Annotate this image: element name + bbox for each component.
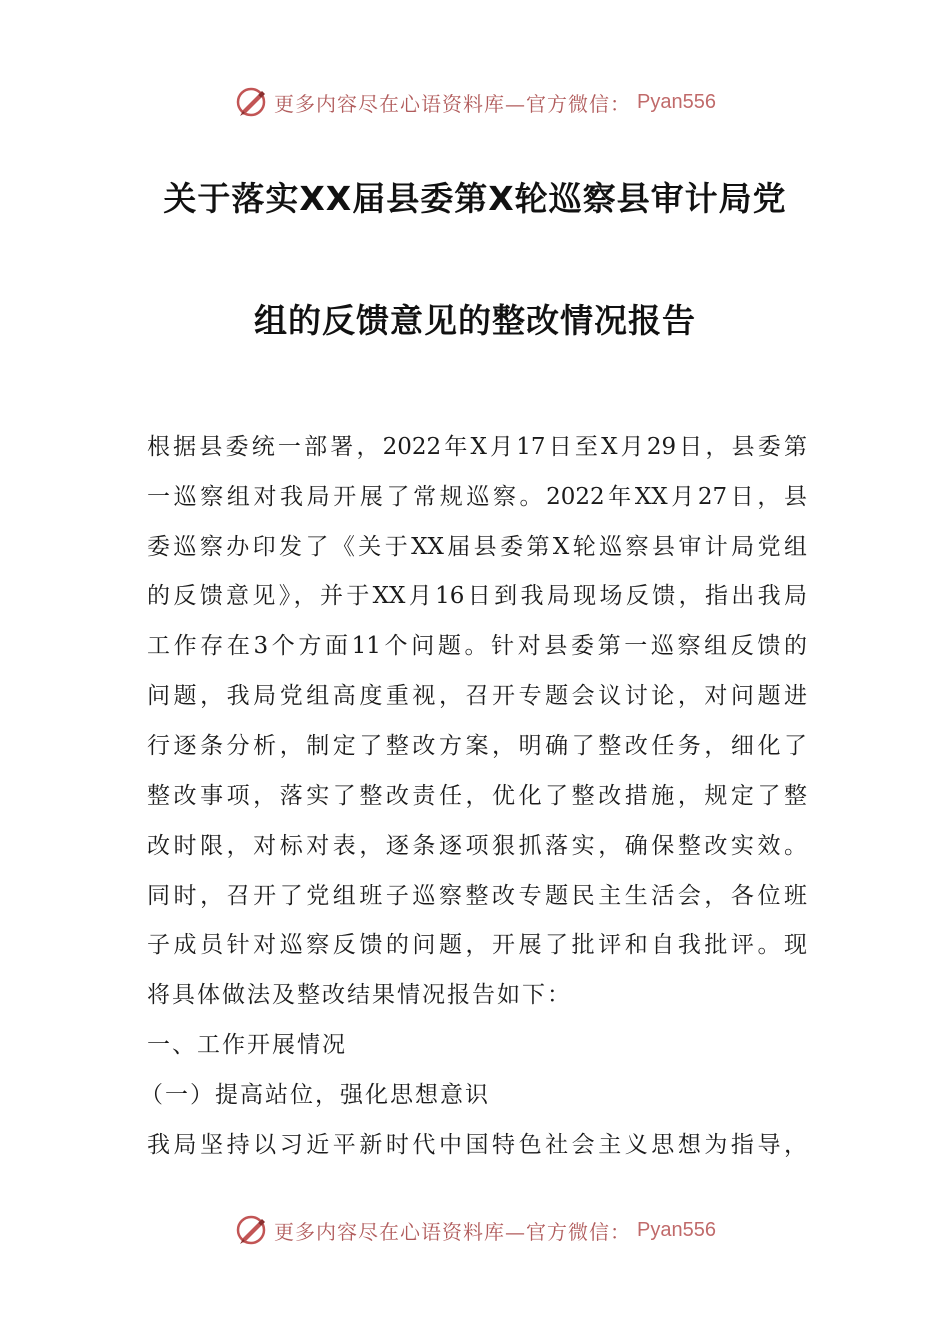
body-line: 工作存在3个方面11个问题。针对县委第一巡察组反馈的	[147, 633, 807, 659]
footer-banner	[0, 1210, 950, 1250]
body-line: 改时限，对标对表，逐条逐项狠抓落实，确保整改实效。	[147, 833, 807, 859]
subsection-heading: （一）提高站位，强化思想意识	[140, 1082, 490, 1108]
banner-wechat-handle: Pyan556	[637, 1218, 716, 1241]
body-line: 问题，我局党组高度重视，召开专题会议讨论，对问题进	[147, 683, 807, 709]
body-line: 行逐条分析，制定了整改方案，明确了整改任务，细化了	[147, 733, 807, 759]
banner-text: 更多内容尽在心语资料库—官方微信：	[274, 1219, 632, 1244]
banner-wechat-handle: Pyan556	[637, 90, 716, 113]
body-line: 的反馈意见》，并于XX月16日到我局现场反馈，指出我局	[147, 583, 807, 609]
pen-logo-icon	[234, 85, 268, 119]
body-line: 根据县委统一部署，2022年X月17日至X月29日，县委第	[147, 434, 807, 460]
body-line: 子成员针对巡察反馈的问题，开展了批评和自我批评。现	[147, 932, 807, 958]
section-heading: 一、工作开展情况	[147, 1032, 347, 1058]
banner-text: 更多内容尽在心语资料库—官方微信：	[274, 91, 632, 116]
document-title-line-2: 组的反馈意见的整改情况报告	[254, 301, 696, 340]
body-line: 整改事项，落实了整改责任，优化了整改措施，规定了整	[147, 783, 807, 809]
body-line: 一巡察组对我局开展了常规巡察。2022年XX月27日，县	[147, 484, 807, 510]
body-line: 我局坚持以习近平新时代中国特色社会主义思想为指导，	[147, 1132, 807, 1158]
body-line: 将具体做法及整改结果情况报告如下：	[147, 982, 572, 1008]
pen-logo-icon	[234, 1213, 268, 1247]
body-line: 同时，召开了党组班子巡察整改专题民主生活会，各位班	[147, 883, 807, 909]
body-line: 委巡察办印发了《关于XX届县委第X轮巡察县审计局党组	[147, 534, 807, 560]
document-title-line-1: 关于落实XX届县委第X轮巡察县审计局党	[163, 179, 787, 218]
header-banner	[0, 82, 950, 122]
